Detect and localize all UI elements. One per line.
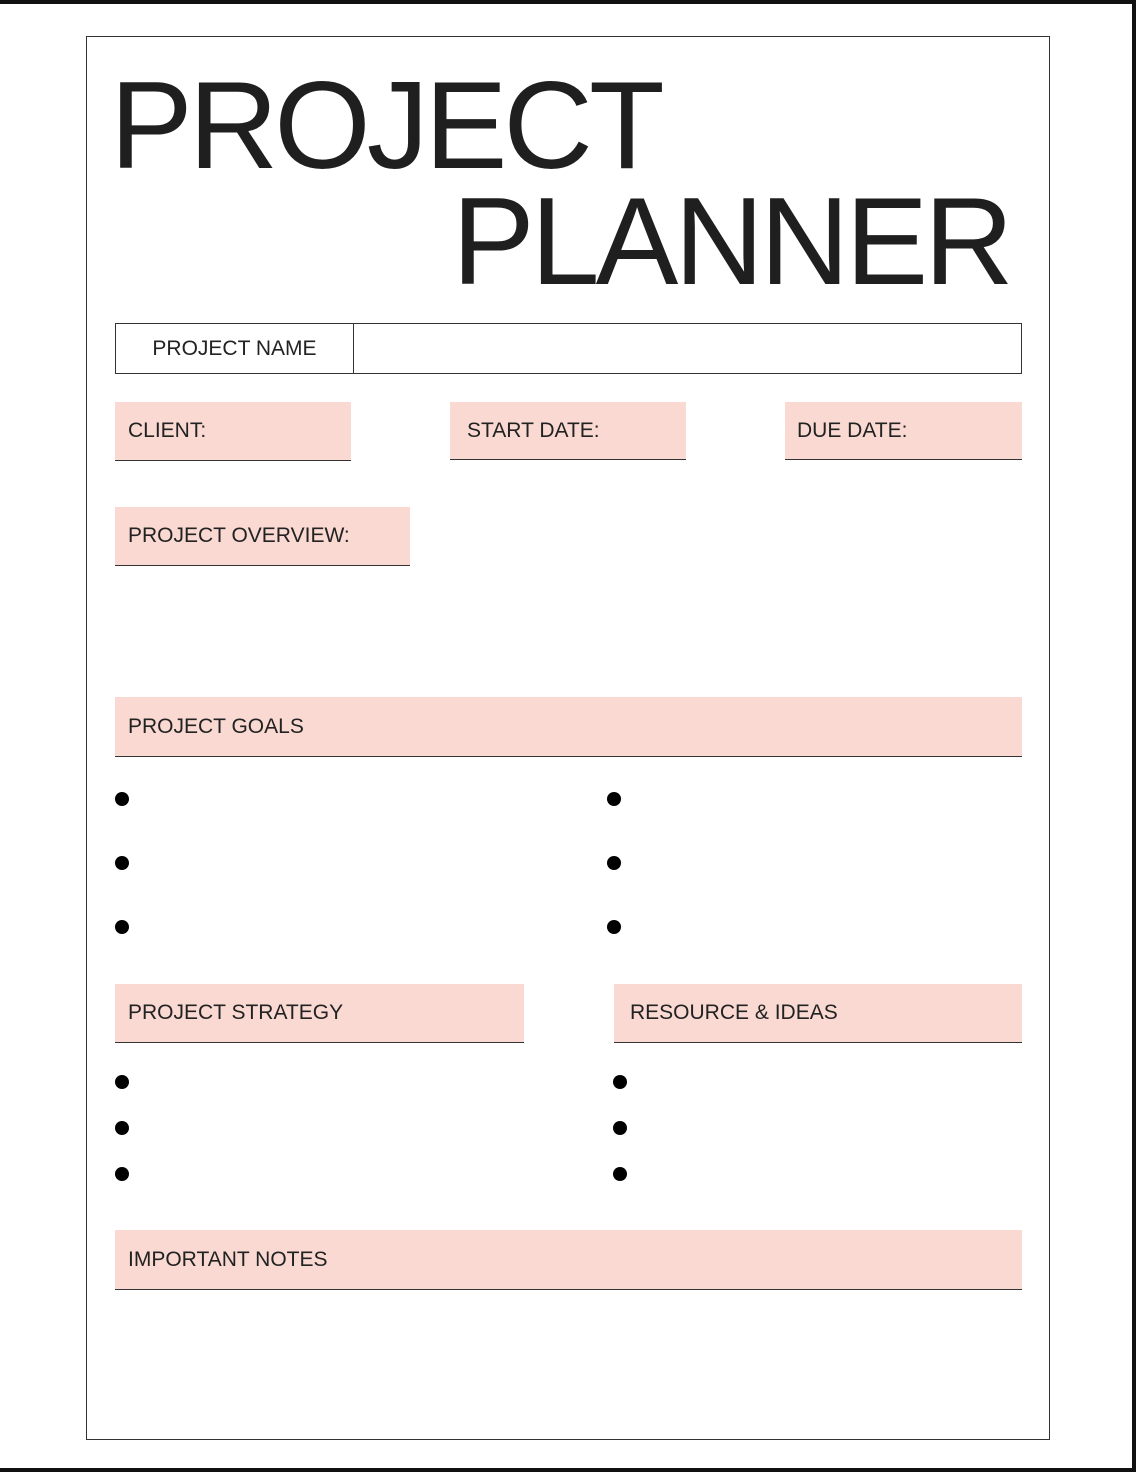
- goal-bullet[interactable]: [115, 856, 129, 870]
- start-date-field[interactable]: [450, 402, 686, 460]
- strategy-bullet[interactable]: [115, 1167, 129, 1181]
- start-date-label: START DATE:: [467, 418, 600, 442]
- important-notes-header: [115, 1230, 1022, 1290]
- project-overview-header: [115, 507, 410, 566]
- project-name-row: [115, 323, 1022, 374]
- resource-bullet[interactable]: [613, 1121, 627, 1135]
- project-goals-label: PROJECT GOALS: [128, 714, 304, 738]
- project-goals-header: [115, 697, 1022, 757]
- goal-bullet[interactable]: [607, 856, 621, 870]
- goal-bullet[interactable]: [115, 920, 129, 934]
- goal-bullet[interactable]: [115, 792, 129, 806]
- strategy-bullet[interactable]: [115, 1075, 129, 1089]
- important-notes-label: IMPORTANT NOTES: [128, 1247, 328, 1271]
- resource-ideas-label: RESOURCE & IDEAS: [630, 1001, 838, 1024]
- project-name-field[interactable]: [354, 324, 1021, 373]
- due-date-field[interactable]: [785, 402, 1022, 460]
- project-strategy-header: [115, 984, 524, 1043]
- due-date-label: DUE DATE:: [797, 418, 908, 442]
- title-project: PROJECT: [110, 57, 661, 195]
- project-overview-label: PROJECT OVERVIEW:: [128, 524, 350, 547]
- goal-bullet[interactable]: [607, 920, 621, 934]
- project-strategy-label: PROJECT STRATEGY: [128, 1001, 344, 1024]
- strategy-bullet[interactable]: [115, 1121, 129, 1135]
- project-name-label: PROJECT NAME: [116, 324, 354, 373]
- client-label: CLIENT:: [128, 419, 207, 442]
- client-field[interactable]: [115, 402, 351, 461]
- title-planner: PLANNER: [452, 173, 1010, 311]
- resource-bullet[interactable]: [613, 1075, 627, 1089]
- resource-ideas-header: [614, 984, 1022, 1043]
- resource-bullet[interactable]: [613, 1167, 627, 1181]
- goal-bullet[interactable]: [607, 792, 621, 806]
